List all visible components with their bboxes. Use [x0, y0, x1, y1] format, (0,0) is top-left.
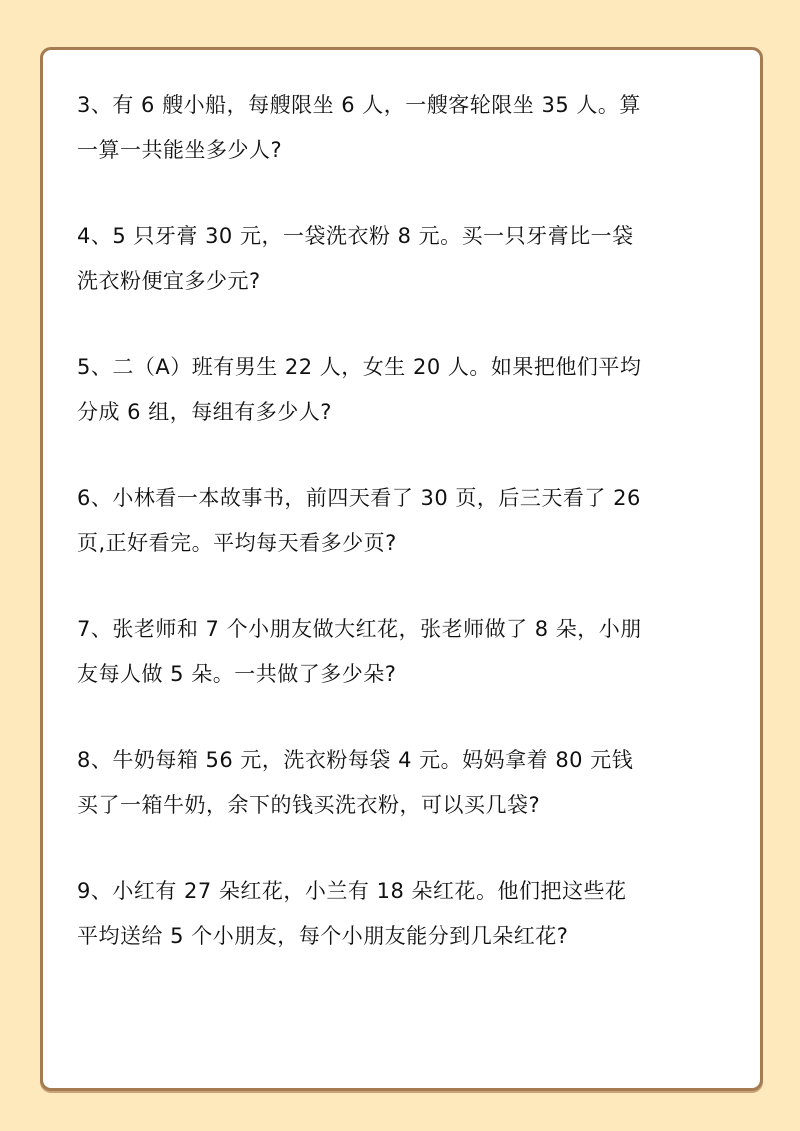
problem-line: 洗衣粉便宜多少元?	[77, 269, 261, 293]
problem-line: 6、小林看一本故事书，前四天看了 30 页，后三天看了 26	[77, 486, 641, 510]
problem-line: 4、5 只牙膏 30 元，一袋洗衣粉 8 元。买一只牙膏比一袋	[77, 224, 634, 248]
problem-7	[77, 607, 737, 697]
problem-line: 页,正好看完。平均每天看多少页?	[77, 531, 397, 555]
worksheet-card	[40, 47, 763, 1091]
problem-line: 平均送给 5 个小朋友，每个小朋友能分到几朵红花?	[77, 924, 569, 948]
problem-5	[77, 345, 737, 435]
problem-line: 7、张老师和 7 个小朋友做大红花，张老师做了 8 朵，小朋	[77, 617, 642, 641]
problem-line: 9、小红有 27 朵红花，小兰有 18 朵红花。他们把这些花	[77, 879, 627, 903]
problem-3	[77, 83, 737, 173]
problem-9	[77, 869, 737, 959]
problem-line: 8、牛奶每箱 56 元，洗衣粉每袋 4 元。妈妈拿着 80 元钱	[77, 748, 634, 772]
problem-line: 友每人做 5 朵。一共做了多少朵?	[77, 662, 397, 686]
problem-line: 3、有 6 艘小船，每艘限坐 6 人，一艘客轮限坐 35 人。算	[77, 93, 641, 117]
problem-line: 5、二（A）班有男生 22 人，女生 20 人。如果把他们平均	[77, 355, 642, 379]
problem-line: 一算一共能坐多少人?	[77, 138, 283, 162]
problem-8	[77, 738, 737, 828]
problem-line: 分成 6 组，每组有多少人?	[77, 400, 332, 424]
problem-line: 买了一箱牛奶，余下的钱买洗衣粉，可以买几袋?	[77, 793, 541, 817]
problem-4	[77, 214, 737, 304]
problem-6	[77, 476, 737, 566]
